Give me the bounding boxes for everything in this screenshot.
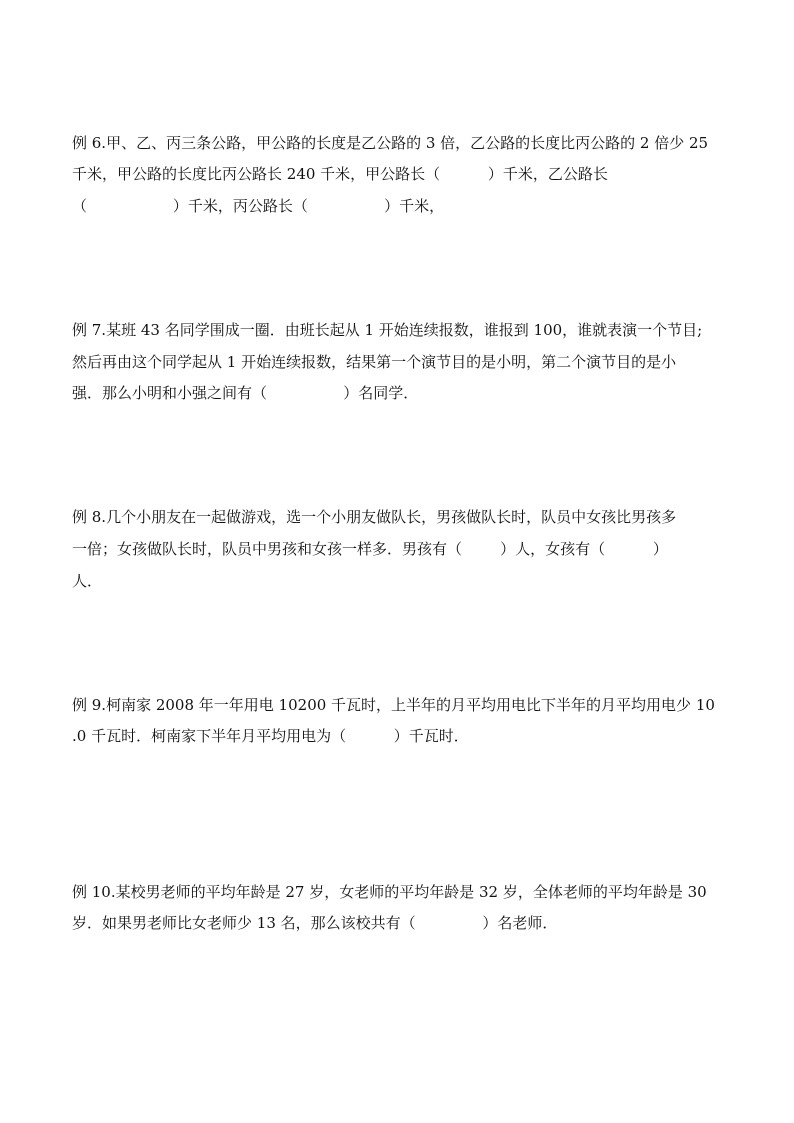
problem-7-line-1: 例 7.某班 43 名同学围成一圈．由班长起从 1 开始连续报数，谁报到 100，谁就表演一个节目;	[72, 321, 703, 339]
problem-8-line-2: 一倍；女孩做队长时，队员中男孩和女孩一样多．男孩有（ ）人，女孩有（ ）	[72, 540, 668, 558]
problem-8-line-1: 例 8.几个小朋友在一起做游戏，选一个小朋友做队长，男孩做队长时，队员中女孩比男孩多	[72, 508, 677, 526]
problem-7-line-2: 然后再由这个同学起从 1 开始连续报数，结果第一个演节目的是小明，第二个演节目的是小	[72, 353, 677, 371]
problem-6-line-2: 千米，甲公路的长度比丙公路长 240 千米，甲公路长（ ）千米，乙公路长	[72, 165, 608, 183]
problem-9-line-2: .0 千瓦时．柯南家下半年月平均用电为（ ）千瓦时．	[72, 727, 469, 745]
problem-9-line-1: 例 9.柯南家 2008 年一年用电 10200 千瓦时，上半年的月平均用电比下半年的月平均用电少 10	[72, 696, 715, 714]
problem-10-line-1: 例 10.某校男老师的平均年龄是 27 岁，女老师的平均年龄是 32 岁，全体老师的平均年龄是 30	[72, 883, 707, 901]
problem-8-line-3: 人．	[72, 572, 103, 590]
problem-6-line-1: 例 6.甲、乙、丙三条公路，甲公路的长度是乙公路的 3 倍，乙公路的长度比丙公路的 2 倍少 25	[72, 134, 709, 152]
problem-10-line-2: 岁．如果男老师比女老师少 13 名，那么该校共有（ ）名老师．	[72, 914, 558, 932]
problem-7-line-3: 强．那么小明和小强之间有（ ）名同学．	[72, 384, 419, 402]
problem-6-line-3: （ ）千米，丙公路长（ ）千米，	[72, 197, 445, 215]
